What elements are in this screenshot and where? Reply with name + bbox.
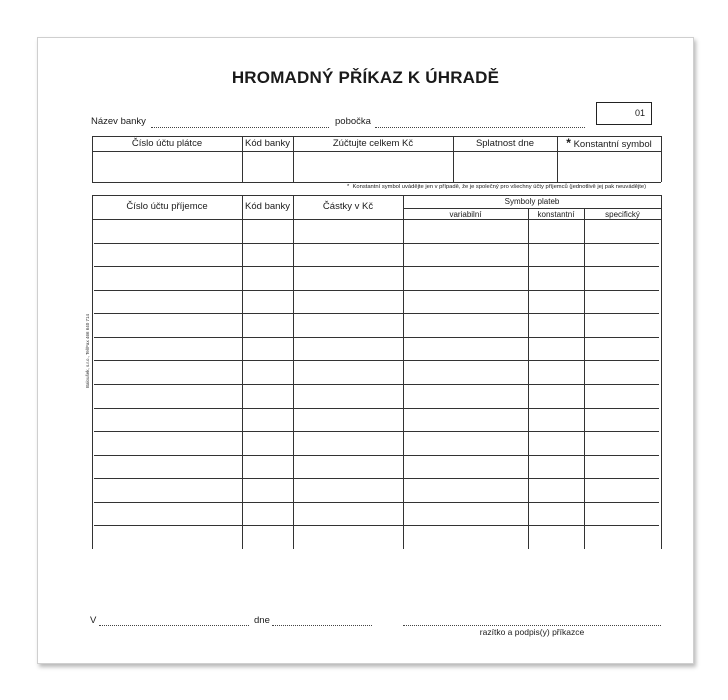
- bank-name-label: Název banky: [91, 116, 146, 127]
- payee-table-col-line: [584, 208, 585, 549]
- payee-symbols-divider: [403, 208, 661, 209]
- asterisk-icon: *: [566, 136, 571, 150]
- bank-name-field[interactable]: [151, 127, 329, 128]
- form-number-box: 01: [596, 102, 652, 125]
- table-row-line: [94, 384, 659, 385]
- branch-field[interactable]: [375, 127, 585, 128]
- payer-table-bottom-border: [92, 182, 661, 183]
- payee-table-col-line: [528, 208, 529, 549]
- signature-field[interactable]: [403, 625, 661, 626]
- place-label: V: [90, 615, 97, 626]
- table-row-line: [94, 408, 659, 409]
- payee-table-header-divider: [92, 219, 661, 220]
- payee-table-col-line: [242, 195, 243, 549]
- payer-account-header: Číslo účtu plátce: [131, 138, 203, 149]
- variable-symbol-header: variabilní: [449, 210, 482, 219]
- payee-account-header: Číslo účtu příjemce: [126, 201, 208, 212]
- payee-amount-header: Částky v Kč: [322, 201, 374, 212]
- footnote-text: Konstantní symbol uvádějte jen v případě, že je společný pro všechny účty příjemců (jednotlivě jej pak neuvádějte): [352, 184, 647, 190]
- signature-caption: razítko a podpis(y) příkazce: [479, 627, 585, 637]
- payer-account-cell[interactable]: [94, 153, 240, 180]
- table-row-line: [94, 313, 659, 314]
- payment-order-form: [37, 37, 694, 664]
- printer-imprint: Baloušek, s.r.o., Tel/Fax 466 640 714: [85, 314, 90, 388]
- payer-constant-header: [557, 137, 661, 150]
- date-field[interactable]: [272, 625, 372, 626]
- payer-total-cell[interactable]: [295, 153, 451, 180]
- payer-total-header: Zúčtujte celkem Kč: [332, 138, 414, 149]
- table-row-line: [94, 502, 659, 503]
- payer-table-header-divider: [92, 151, 661, 152]
- form-title: HROMADNÝ PŘÍKAZ K ÚHRADĚ: [231, 68, 500, 87]
- payee-table-col-line: [293, 195, 294, 549]
- constant-symbol-header: konstantní: [537, 210, 575, 219]
- table-row-line: [94, 266, 659, 267]
- specific-symbol-header: specifický: [605, 210, 640, 219]
- payer-bank-code-cell[interactable]: [244, 153, 291, 180]
- payer-constant-cell[interactable]: [559, 153, 659, 180]
- table-row-line: [94, 455, 659, 456]
- asterisk-icon: *: [347, 184, 350, 190]
- constant-symbol-footnote: [347, 184, 646, 190]
- table-row-line: [94, 431, 659, 432]
- place-field[interactable]: [99, 625, 249, 626]
- payment-symbols-header: Symboly plateb: [504, 197, 560, 206]
- table-row-line: [94, 478, 659, 479]
- payee-table-top-border: [92, 195, 661, 196]
- date-label: dne: [254, 615, 270, 626]
- table-row-line: [94, 243, 659, 244]
- table-row-line: [94, 360, 659, 361]
- payee-table-col-line: [92, 195, 93, 549]
- table-row-line: [94, 337, 659, 338]
- branch-label: pobočka: [335, 116, 371, 127]
- payee-table-col-line: [661, 195, 662, 549]
- payer-due-date-cell[interactable]: [455, 153, 555, 180]
- payee-table-col-line: [403, 195, 404, 549]
- payer-table-col-line: [661, 136, 662, 182]
- payer-due-date-header: Splatnost dne: [475, 138, 535, 149]
- table-row-line: [94, 525, 659, 526]
- payer-bank-code-header: Kód banky: [245, 138, 290, 149]
- payee-bank-code-header: Kód banky: [245, 201, 290, 212]
- table-row-line: [94, 290, 659, 291]
- payer-constant-header-label: Konstantní symbol: [573, 139, 652, 150]
